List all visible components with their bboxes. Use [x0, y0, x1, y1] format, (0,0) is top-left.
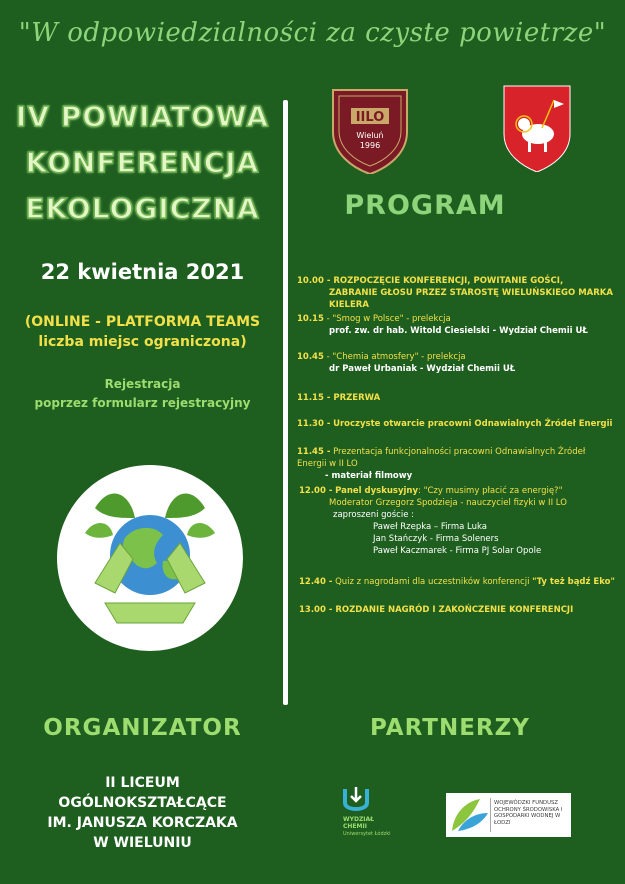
organizer-line-1: II LICEUM	[105, 775, 180, 791]
chemistry-logo-line-3: Uniwersytet Łódzki	[343, 831, 391, 837]
title-line-2: KONFERENCJA	[25, 146, 260, 179]
chemistry-logo-line-2: CHEMII	[343, 823, 367, 830]
school-logo-text: IILO	[355, 110, 385, 125]
program-text: Panel dyskusyjny	[335, 486, 418, 496]
chemistry-faculty-icon	[336, 783, 406, 847]
program-item-1015	[297, 313, 617, 337]
program-time: 12.00 -	[299, 486, 333, 496]
program-item-1200	[299, 485, 619, 557]
program-text-b: : "Czy musimy płacić za energię?"	[418, 486, 563, 496]
program-time: 11.45 -	[297, 447, 331, 457]
guest-1: Paweł Rzepka – Firma Luka	[373, 522, 488, 532]
environmental-fund-icon	[446, 793, 571, 837]
title-line-1: IV POWIATOWA	[15, 100, 270, 133]
registration-line-1: Rejestracja	[104, 377, 181, 391]
program-time: 10.15	[297, 314, 324, 324]
online-info	[0, 312, 285, 352]
program-item-1130	[297, 418, 617, 430]
guest-3: Paweł Kaczmarek - Firma PJ Solar Opole	[373, 546, 542, 556]
program-text-2: dr Paweł Urbaniak - Wydział Chemii UŁ	[329, 364, 516, 374]
school-logo-year: 1996	[359, 141, 381, 150]
program-text: Quiz z nagrodami dla uczestników konferencji	[335, 577, 530, 587]
program-item-1000	[297, 275, 617, 311]
program-text: ROZPOCZĘCIE KONFERENCJI, POWITANIE GOŚCI,	[333, 276, 564, 286]
program-text-2: ZABRANIE GŁOSU PRZEZ STAROSTĘ WIELUŃSKIEGO MARKA KIELERA	[329, 288, 613, 310]
wielun-coat-of-arms-icon	[502, 84, 572, 172]
program-time: 11.30 -	[297, 419, 331, 429]
title-line-3: EKOLOGICZNA	[25, 192, 260, 225]
program-text-3: zaproszeni goście :	[333, 510, 414, 520]
registration-line-2: poprzez formularz rejestracyjny	[34, 396, 251, 410]
organizer-heading: ORGANIZATOR	[43, 715, 242, 741]
vertical-divider	[283, 100, 288, 705]
program-text-b: "Ty też bądź Eko"	[532, 577, 615, 587]
program-text-2: prof. zw. dr hab. Witold Ciesielski - Wydział Chemii UŁ	[329, 326, 588, 336]
organizer-line-3: IM. JANUSZA KORCZAKA	[47, 815, 238, 831]
program-time: 12.40 -	[299, 577, 333, 587]
recycling-globe-icon	[55, 463, 245, 653]
program-text-2: Moderator Grzegorz Spodzieja - nauczyciel fizyki w II LO	[329, 498, 567, 508]
program-text: Uroczyste otwarcie pracowni Odnawialnych Źródeł Energii	[333, 419, 613, 429]
guest-2: Jan Stańczyk - Firma Soleners	[373, 534, 499, 544]
program-item-1145	[297, 446, 617, 482]
chemistry-logo-line-1: WYDZIAŁ	[343, 816, 375, 823]
partners-heading: PARTNERZY	[370, 715, 530, 741]
program-item-1240	[299, 576, 619, 588]
program-time: 11.15 -	[297, 393, 331, 403]
program-heading: PROGRAM	[344, 190, 506, 221]
fund-text: WOJEWÓDZKI FUNDUSZ OCHRONY ŚRODOWISKA I GOSPODARKI WODNEJ W ŁODZI	[494, 800, 563, 826]
program-text: - "Chemia atmosfery" - prelekcja	[326, 352, 466, 362]
school-logo-city: Wieluń	[356, 131, 384, 140]
program-text: - "Smog w Polsce" - prelekcja	[326, 314, 451, 324]
program-text: Prezentacja funkcjonalności pracowni Odnawialnych Źródeł Energii w II LO	[297, 447, 586, 469]
program-text: ROZDANIE NAGRÓD I ZAKOŃCZENIE KONFERENCJI	[335, 605, 574, 615]
online-line-1: (ONLINE - PLATFORMA TEAMS	[24, 314, 261, 330]
program-item-1115	[297, 392, 617, 404]
program-time: 10.00 -	[297, 276, 331, 286]
organizer-line-2: OGÓLNOKSZTAŁCĄCE	[58, 795, 227, 811]
online-line-2: liczba miejsc ograniczona)	[38, 334, 247, 350]
registration-info	[0, 375, 285, 413]
program-item-1300	[299, 604, 619, 616]
school-crest-icon	[331, 84, 409, 174]
program-time: 13.00 -	[299, 605, 333, 615]
program-text-2: - materiał filmowy	[325, 471, 413, 481]
program-time: 10.45	[297, 352, 324, 362]
organizer-line-4: W WIELUNIU	[93, 835, 192, 851]
organizer-name	[0, 773, 285, 853]
motto: "W odpowiedzialności za czyste powietrze"	[18, 18, 607, 48]
program-item-1045	[297, 351, 617, 375]
program-text: PRZERWA	[333, 393, 381, 403]
conference-date: 22 kwietnia 2021	[40, 260, 245, 284]
